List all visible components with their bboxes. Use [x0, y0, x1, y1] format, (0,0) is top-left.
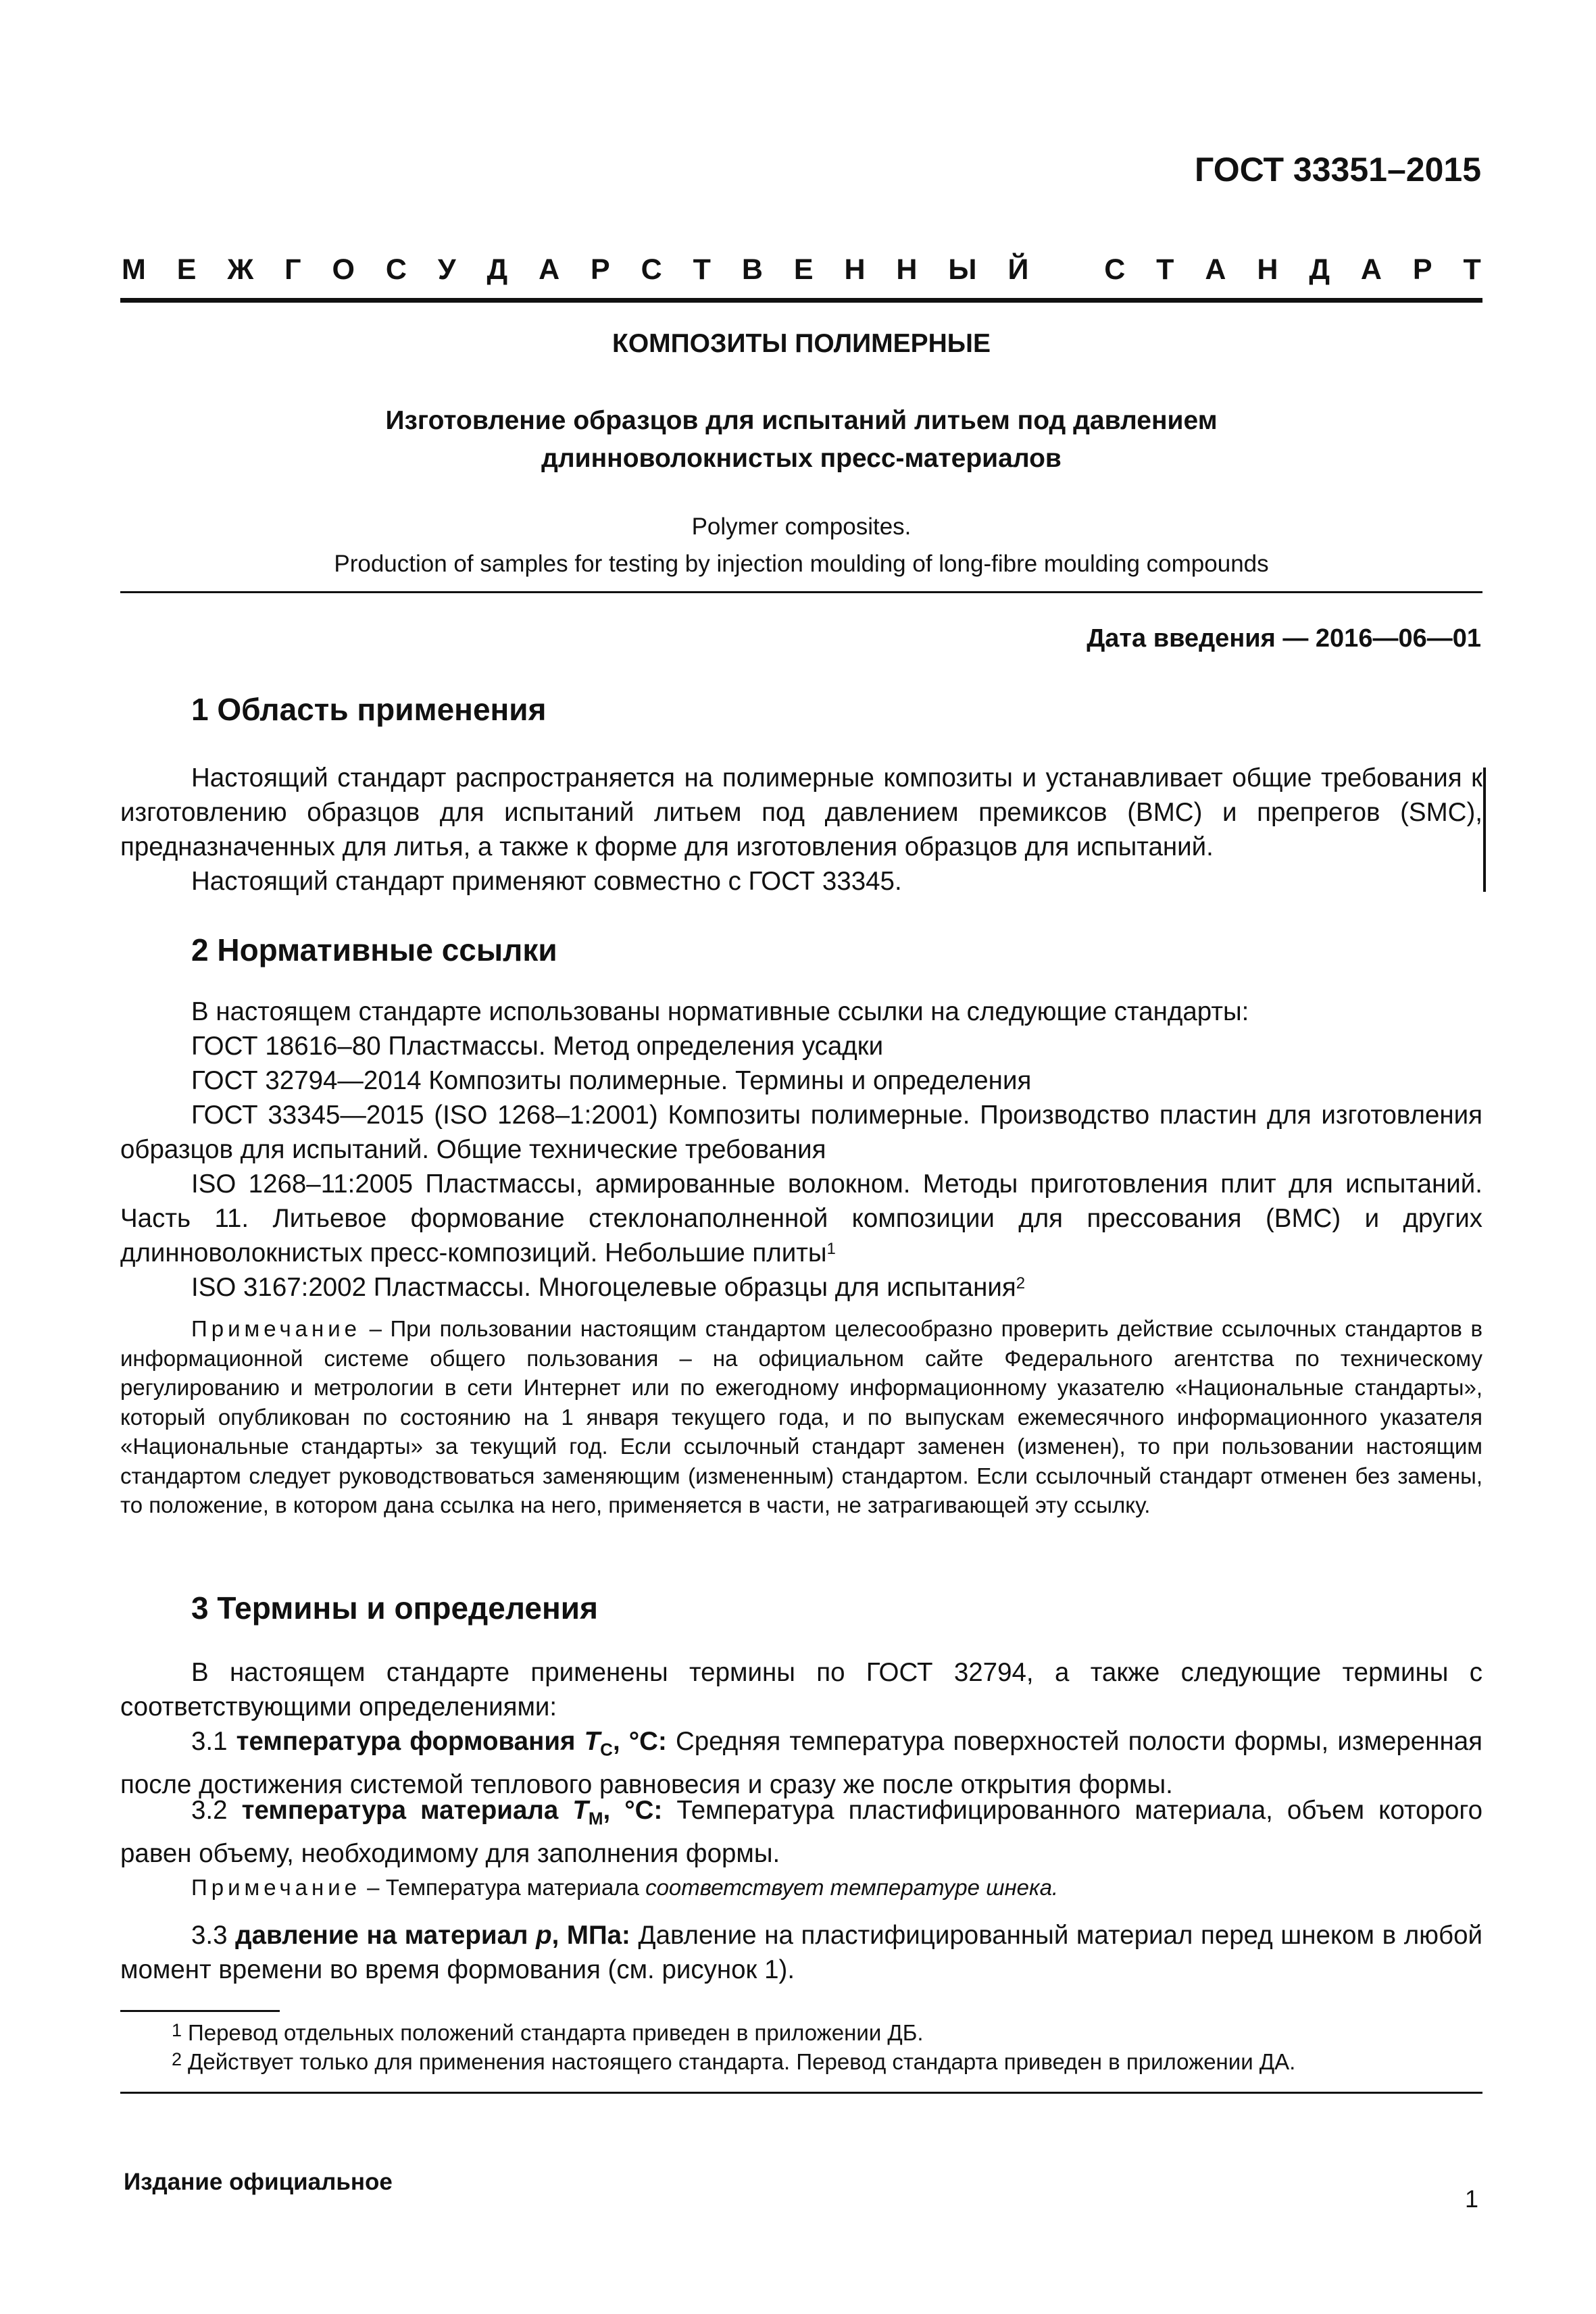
- page-number: 1: [1464, 2185, 1478, 2213]
- footnote-2: 2 Действует только для применения настоящего стандарта. Перевод стандарта приведен в приложении ДА.: [172, 2049, 1296, 2074]
- standard-type-heading: [122, 253, 1481, 286]
- reference-iso-1268-11: ISO 1268–11:2005 Пластмассы, армированные волокном. Методы приготовления плит для испытаний. Часть 11. Литьевое формование стеклонаполненной композиции для прессования (ВМС) и других длинноволокнистых пресс-композиций. Небольшие плиты$^1$: [120, 1169, 1482, 1267]
- standard-type-letter: Г: [284, 253, 301, 286]
- document-id: ГОСТ 33351–2015: [1195, 151, 1481, 188]
- standard-type-letter: А: [539, 253, 560, 286]
- english-title-line-1: Polymer composites.: [691, 513, 912, 540]
- section-1-heading: 1 Область применения: [191, 692, 547, 727]
- standard-type-letter: Р: [1412, 253, 1432, 286]
- footnote-ref-1: 1: [826, 1240, 836, 1258]
- note-label: Примечание: [191, 1316, 361, 1341]
- standard-type-letter: Н: [896, 253, 918, 286]
- footnote-1: 1 Перевод отдельных положений стандарта приведен в приложении ДБ.: [172, 2020, 924, 2045]
- standard-type-letter: [1059, 253, 1073, 286]
- standard-type-letter: Ж: [227, 253, 254, 286]
- standard-type-letter: Р: [591, 253, 610, 286]
- standard-type-letter: А: [1205, 253, 1226, 286]
- change-bar: [1483, 768, 1486, 892]
- standard-type-letter: С: [641, 253, 662, 286]
- standard-type-letter: М: [122, 253, 146, 286]
- standard-type-letter: Д: [487, 253, 508, 286]
- section-2-intro: В настоящем стандарте использованы нормативные ссылки на следующие стандарты:: [191, 997, 1249, 1026]
- standard-type-letter: Н: [1257, 253, 1278, 286]
- term-3-1: 3.1 температура формования $T_C$, °C: Средняя температура поверхностей полости формы, измеренная после достижения системой теплового равновесия и сразу же после открытия формы.: [120, 1727, 1483, 1799]
- standard-type-letter: Й: [1007, 253, 1029, 286]
- standard-type-letter: Н: [844, 253, 866, 286]
- official-edition-label: Издание официальное: [124, 2169, 393, 2195]
- subtitle-line-1: Изготовление образцов для испытаний литьем под давлением: [385, 406, 1218, 435]
- reference-gost-32794: ГОСТ 32794—2014 Композиты полимерные. Термины и определения: [191, 1066, 1032, 1095]
- english-title-line-2: Production of samples for testing by injection moulding of long-fibre moulding compounds: [334, 551, 1269, 577]
- reference-gost-33345: ГОСТ 33345—2015 (ISO 1268–1:2001) Композиты полимерные. Производство пластин для изготовления образцов для испытаний. Общие технические требования: [120, 1101, 1482, 1164]
- term-3-3: 3.3 давление на материал p, МПа: Давление на пластифицированный материал перед шнеком в любой момент времени во время формования (см. рисунок 1).: [120, 1921, 1483, 1984]
- standard-type-letter: Т: [693, 253, 711, 286]
- standard-type-letter: О: [332, 253, 355, 286]
- standard-type-letter: В: [741, 253, 763, 286]
- standard-type-letter: Е: [793, 253, 814, 286]
- footer-rule: [120, 2092, 1482, 2094]
- standard-type-letter: Т: [1463, 253, 1481, 286]
- english-title: [120, 508, 1482, 582]
- section-1-paragraph-1: Настоящий стандарт распространяется на полимерные композиты и устанавливает общие требования к изготовлению образцов для испытаний литьем под давлением премиксов (ВМС) и препрегов (SMC), предназначенных для литья, а также к форме для изготовления образцов для испытаний.: [120, 763, 1482, 861]
- footnote-rule: [120, 2010, 280, 2012]
- standard-type-letter: Е: [176, 253, 197, 286]
- standard-type-letter: С: [385, 253, 407, 286]
- section-1-paragraph-2: Настоящий стандарт применяют совместно с ГОСТ 33345.: [191, 867, 902, 896]
- standard-type-letter: Т: [1156, 253, 1174, 286]
- document-title: КОМПОЗИТЫ ПОЛИМЕРНЫЕ: [612, 329, 991, 358]
- reference-gost-18616: ГОСТ 18616–80 Пластмассы. Метод определения усадки: [191, 1032, 884, 1061]
- document-subtitle: [120, 402, 1482, 478]
- footnote-ref-2: 2: [1016, 1274, 1026, 1292]
- standard-type-letter: С: [1104, 253, 1126, 286]
- header-rule: [120, 298, 1482, 303]
- section-3-note: Примечание – Температура материала соответствует температуре шнека.: [191, 1875, 1059, 1900]
- standard-type-letter: Ы: [948, 253, 977, 286]
- standard-type-letter: У: [437, 253, 456, 286]
- introduction-date: Дата введения — 2016—06—01: [1087, 624, 1481, 653]
- section-2-note: Примечание – При пользовании настоящим стандартом целесообразно проверить действие ссылочных стандартов в информационной системе общего пользования – на официальном сайте Федерального агентства по техническому регулированию и метрологии в сети Интернет или по ежегодному информационному указателю «Национальные стандарты», который опубликован по состоянию на 1 января текущего года, и по выпускам ежемесячного информационного указателя «Национальные стандарты» за текущий год. Если ссылочный стандарт заменен (изменен), то при пользовании настоящим стандартом следует руководствоваться заменяющим (измененным) стандартом. Если ссылочный стандарт отменен без замены, то положение, в котором дана ссылка на него, применяется в части, не затрагивающей эту ссылку.: [120, 1316, 1482, 1517]
- section-2-heading: 2 Нормативные ссылки: [191, 932, 557, 967]
- subtitle-line-2: длинноволокнистых пресс-материалов: [541, 444, 1062, 473]
- title-rule: [120, 591, 1482, 593]
- term-3-2: 3.2 температура материала $T_M$, °C: Температура пластифицированного материала, объем которого равен объему, необходимому для заполнения формы.: [120, 1796, 1483, 1868]
- standard-type-letter: Д: [1309, 253, 1330, 286]
- section-3-heading: 3 Термины и определения: [191, 1590, 598, 1626]
- standard-type-letter: А: [1360, 253, 1382, 286]
- section-3-intro: В настоящем стандарте применены термины по ГОСТ 32794, а также следующие термины с соответствующими определениями:: [120, 1658, 1482, 1721]
- reference-iso-3167: ISO 3167:2002 Пластмассы. Многоцелевые образцы для испытания$^2$: [191, 1273, 1026, 1302]
